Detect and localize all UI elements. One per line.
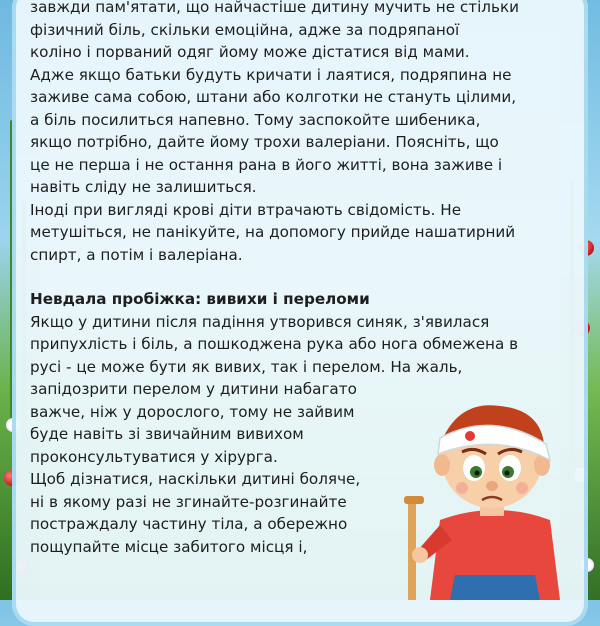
section-line: ні в якому разі не згинайте-розгинайте [30, 492, 347, 511]
blood-line: метушіться, не панікуйте, на допомогу прийде нашатирний [30, 223, 516, 241]
blood-line: спирт, а потім і валеріана. [30, 245, 243, 264]
section-line: русі - це може бути як вивих, так і перелом. На жаль, [30, 357, 463, 376]
injured-boy-illustration [400, 400, 590, 600]
intro-line: завжди пам'ятати, що найчастіше дитину мучить не стільки [30, 0, 520, 16]
section-line: постраждалу частину тіла, а обережно [30, 515, 348, 533]
intro-line: це не перша і не остання рана в його житті, вона заживе і [30, 155, 503, 174]
blood-line: Іноді при вигляді крові діти втрачають свідомість. Не [30, 200, 462, 219]
intro-line: якщо потрібно, дайте йому трохи валеріани. Поясніть, що [30, 133, 499, 151]
section-line: запідозрити перелом у дитини набагато [30, 380, 357, 398]
section-line: пощупайте місце забитого місця і, [30, 537, 308, 556]
section-line: проконсультуватися у хірурга. [30, 447, 278, 466]
section-title: Невдала пробіжка: вивихи і переломи [30, 290, 370, 308]
section-line: Якщо у дитини після падіння утворився синяк, з'явилася [30, 312, 490, 331]
intro-line: Адже якщо батьки будуть кричати і лаятися, подряпина не [30, 65, 512, 84]
intro-line: коліно і порваний одяг йому може дістатися від мами. [30, 43, 470, 61]
intro-line: навіть сліду не залишиться. [30, 178, 257, 196]
intro-line: а біль посилиться напевно. Тому заспокойте шибеника, [30, 110, 481, 129]
section-line: Щоб дізнатися, наскільки дитині боляче, [30, 470, 361, 488]
intro-line: заживе сама собою, штани або колготки не стануть цілими, [30, 88, 517, 106]
intro-line: фізичний біль, скільки емоційна, адже за подряпаної [30, 20, 460, 39]
section-line: буде навіть зі звичайним вивихом [30, 425, 304, 443]
section-line: важче, ніж у дорослого, тому не зайвим [30, 402, 355, 421]
paragraph-gap [30, 266, 568, 288]
section-line: припухлість і біль, а пошкоджена рука або нога обмежена в [30, 335, 519, 353]
